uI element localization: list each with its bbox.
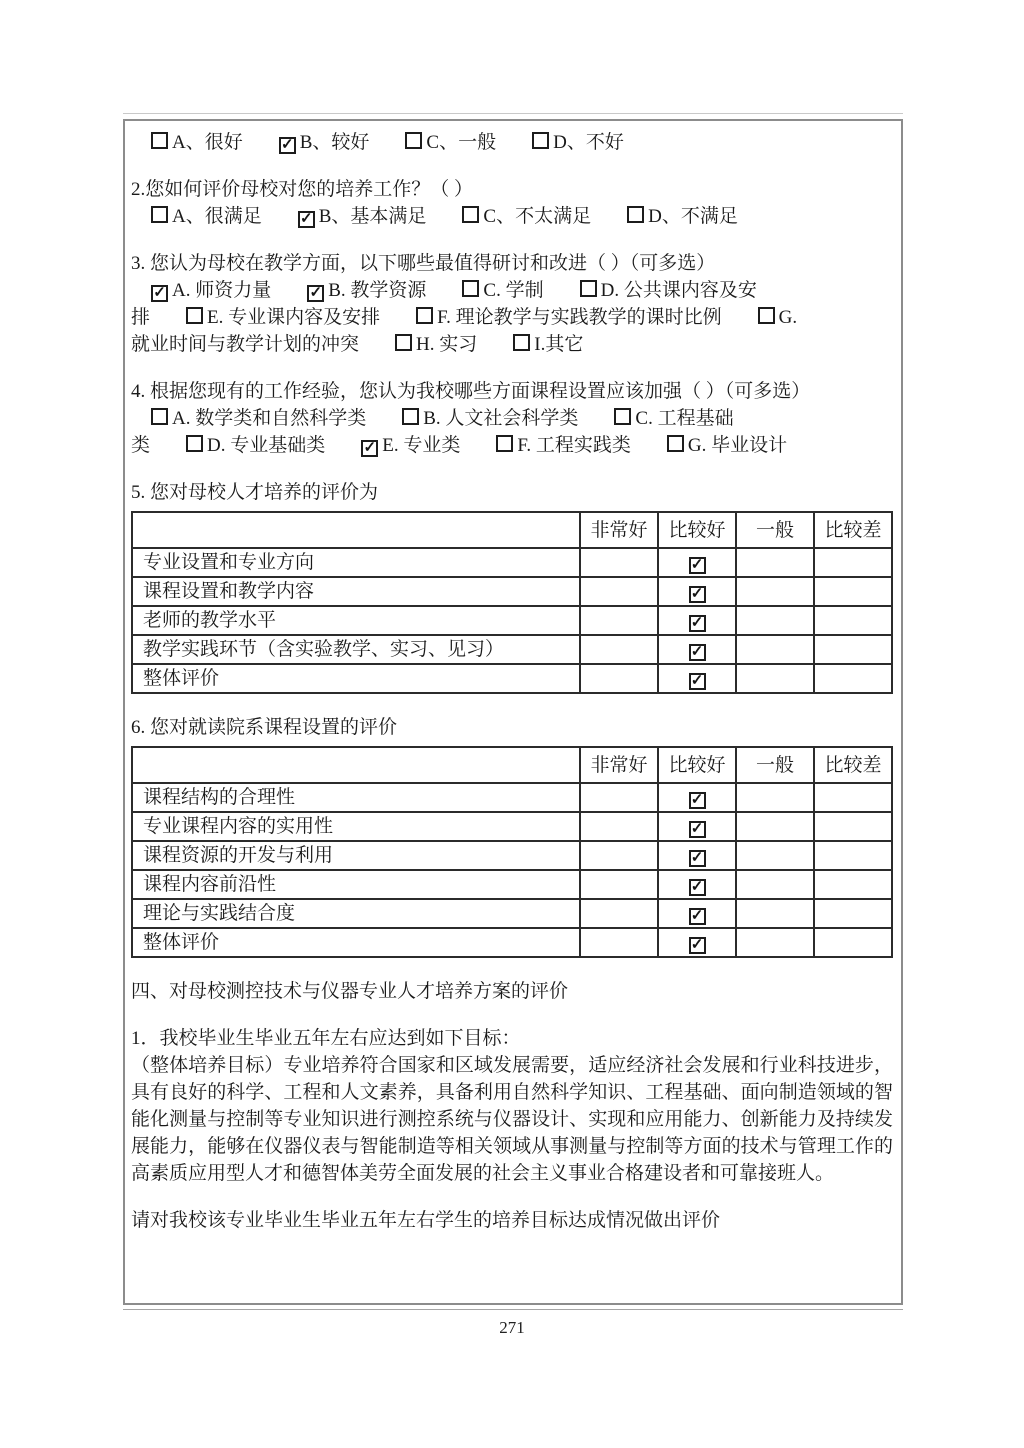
q6-title: 6. 您对就读院系课程设置的评价 (131, 717, 398, 738)
rating-cell[interactable] (658, 870, 736, 899)
rating-cell[interactable] (736, 664, 814, 693)
rating-cell[interactable] (736, 870, 814, 899)
checkbox-checked-icon[interactable]: ✓ (689, 586, 706, 603)
row-label: 课程内容前沿性 (132, 870, 580, 899)
rating-cell[interactable] (580, 577, 658, 606)
option (513, 331, 583, 358)
q2-title: 2.您如何评价母校对您的培养工作？（ ） (131, 179, 474, 200)
option (496, 432, 631, 459)
table-row (132, 928, 892, 957)
q3-options-line-1 (131, 277, 893, 304)
option (298, 203, 427, 230)
rating-cell[interactable] (814, 548, 892, 577)
row-label: 课程设置和教学内容 (132, 577, 580, 606)
row-label: 教学实践环节（含实验教学、实习、见习） (132, 635, 580, 664)
q4-title: 4. 根据您现有的工作经验，您认为我校哪些方面课程设置应该加强（ ）（可多选） (131, 381, 811, 402)
option-label: E. 专业课内容及安排 (207, 307, 381, 328)
spacer (131, 459, 893, 479)
header-cell-rating: 非常好 (580, 747, 658, 783)
table-row (132, 635, 892, 664)
spacer (131, 156, 893, 176)
row-label: 课程结构的合理性 (132, 783, 580, 812)
rating-cell[interactable] (658, 841, 736, 870)
rating-cell[interactable] (658, 606, 736, 635)
header-cell-rating: 一般 (736, 747, 814, 783)
rating-cell[interactable] (580, 635, 658, 664)
q5-rating-table (131, 511, 893, 694)
option-label: G. 毕业设计 (687, 435, 788, 456)
row-label: 专业设置和专业方向 (132, 548, 580, 577)
checkbox-unchecked-icon[interactable] (614, 408, 631, 425)
checkbox-unchecked-icon[interactable] (186, 307, 203, 324)
option (416, 304, 722, 331)
checkbox-unchecked-icon[interactable] (405, 132, 422, 149)
closing-request: 请对我校该专业毕业生毕业五年左右学生的培养目标达成情况做出评价 (131, 1210, 721, 1231)
rating-cell[interactable] (658, 783, 736, 812)
checkbox-unchecked-icon[interactable] (627, 206, 644, 223)
option (627, 203, 738, 230)
table-row (132, 812, 892, 841)
rating-cell[interactable] (580, 812, 658, 841)
row-label: 专业课程内容的实用性 (132, 812, 580, 841)
option-label: B. 人文社会科学类 (423, 408, 579, 429)
checkbox-checked-icon[interactable]: ✓ (689, 644, 706, 661)
option (402, 405, 578, 432)
option-label: A. 师资力量 (172, 280, 272, 301)
row-label: 老师的教学水平 (132, 606, 580, 635)
header-cell-rating: 比较差 (814, 512, 892, 548)
table-row (132, 870, 892, 899)
option (532, 129, 624, 156)
q4-options-line-1 (131, 405, 893, 432)
spacer (131, 1005, 893, 1025)
option-label: H. 实习 (416, 334, 478, 355)
spacer (131, 1187, 893, 1207)
option-label: B. 教学资源 (328, 280, 427, 301)
header-cell-rating: 一般 (736, 512, 814, 548)
option-label: C、一般 (426, 132, 497, 153)
spacer (131, 694, 893, 714)
option-label: A、很满足 (172, 206, 262, 227)
row-label: 整体评价 (132, 664, 580, 693)
q1-options (131, 129, 893, 156)
option-label: 类 (131, 435, 151, 456)
questionnaire-border-box (123, 119, 903, 1305)
rating-cell[interactable] (736, 812, 814, 841)
option (279, 129, 370, 156)
q2-options (131, 203, 893, 230)
checkbox-unchecked-icon[interactable] (151, 206, 168, 223)
option-label: 排 (131, 307, 151, 328)
q3-title: 3. 您认为母校在教学方面，以下哪些最值得研讨和改进（ ）（可多选） (131, 253, 716, 274)
option-label: E. 专业类 (382, 435, 461, 456)
table-row (132, 664, 892, 693)
rating-cell[interactable] (658, 548, 736, 577)
option (462, 203, 591, 230)
option-continuation (131, 304, 150, 331)
rating-cell[interactable] (814, 899, 892, 928)
rating-cell[interactable] (580, 664, 658, 693)
row-label: 课程资源的开发与利用 (132, 841, 580, 870)
rating-cell[interactable] (736, 577, 814, 606)
q6-rating-table (131, 746, 893, 958)
rating-cell[interactable] (814, 928, 892, 957)
checkbox-checked-icon[interactable]: ✓ (689, 792, 706, 809)
checkbox-unchecked-icon[interactable] (462, 206, 479, 223)
checkbox-checked-icon[interactable]: ✓ (689, 937, 706, 954)
checkbox-unchecked-icon[interactable] (667, 435, 684, 452)
spacer (131, 230, 893, 250)
table-row (132, 899, 892, 928)
checkbox-unchecked-icon[interactable] (532, 132, 549, 149)
rating-cell[interactable] (736, 548, 814, 577)
rating-cell[interactable] (580, 870, 658, 899)
checkbox-checked-icon[interactable]: ✓ (361, 440, 378, 457)
rating-cell[interactable] (814, 812, 892, 841)
rating-cell[interactable] (658, 577, 736, 606)
table-row (132, 577, 892, 606)
option (361, 432, 460, 459)
option-label: D、不满足 (648, 206, 738, 227)
rating-cell[interactable] (736, 783, 814, 812)
rating-cell[interactable] (736, 841, 814, 870)
row-label: 整体评价 (132, 928, 580, 957)
rating-cell[interactable] (814, 606, 892, 635)
option-label: B、较好 (299, 132, 370, 153)
rating-cell[interactable] (580, 783, 658, 812)
header-cell-rating: 比较好 (658, 747, 736, 783)
rating-cell[interactable] (814, 664, 892, 693)
option-label: F. 理论教学与实践教学的课时比例 (437, 307, 722, 328)
rating-cell[interactable] (736, 899, 814, 928)
goal-title: 1．我校毕业生毕业五年左右应达到如下目标： (131, 1028, 521, 1049)
checkbox-unchecked-icon[interactable] (151, 132, 168, 149)
rating-cell[interactable] (580, 841, 658, 870)
row-label: 理论与实践结合度 (132, 899, 580, 928)
checkbox-unchecked-icon[interactable] (402, 408, 419, 425)
table-row (132, 841, 892, 870)
rating-cell[interactable] (658, 812, 736, 841)
table-row (132, 783, 892, 812)
rating-cell[interactable] (736, 928, 814, 957)
checkbox-unchecked-icon[interactable] (580, 280, 597, 297)
table-header-row (132, 512, 892, 548)
option (405, 129, 496, 156)
checkbox-unchecked-icon[interactable] (513, 334, 530, 351)
checkbox-checked-icon[interactable]: ✓ (689, 615, 706, 632)
checkbox-checked-icon[interactable]: ✓ (689, 673, 706, 690)
option (186, 432, 325, 459)
option-label: C. 学制 (483, 280, 544, 301)
header-cell-empty (132, 512, 580, 548)
page-number: 271 (499, 1318, 525, 1337)
rating-cell[interactable] (580, 606, 658, 635)
checkbox-unchecked-icon[interactable] (462, 280, 479, 297)
option (667, 432, 787, 459)
rating-cell[interactable] (814, 870, 892, 899)
checkbox-unchecked-icon[interactable] (496, 435, 513, 452)
checkbox-checked-icon[interactable]: ✓ (689, 850, 706, 867)
rating-cell[interactable] (736, 635, 814, 664)
header-cell-rating: 比较差 (814, 747, 892, 783)
option-label: D. 公共课内容及安 (600, 280, 757, 301)
option (758, 304, 797, 331)
section4-title: 四、对母校测控技术与仪器专业人才培养方案的评价 (131, 981, 569, 1002)
option-label: B、基本满足 (318, 206, 427, 227)
spacer (131, 958, 893, 978)
option-label: D. 专业基础类 (207, 435, 326, 456)
rating-cell[interactable] (814, 577, 892, 606)
option (462, 277, 543, 304)
option-label: A. 数学类和自然科学类 (172, 408, 367, 429)
rating-cell[interactable] (814, 841, 892, 870)
option-label: F. 工程实践类 (517, 435, 631, 456)
option-label: D、不好 (553, 132, 624, 153)
table-header-row (132, 747, 892, 783)
option-continuation (131, 331, 359, 358)
q3-options-line-2 (131, 304, 893, 331)
table-row (132, 548, 892, 577)
checkbox-unchecked-icon[interactable] (416, 307, 433, 324)
option (151, 203, 262, 230)
q4-options-line-2 (131, 432, 893, 459)
checkbox-checked-icon[interactable]: ✓ (151, 285, 168, 302)
checkbox-checked-icon[interactable]: ✓ (279, 137, 296, 154)
rating-cell[interactable] (580, 548, 658, 577)
rating-cell[interactable] (580, 928, 658, 957)
option-label: I.其它 (534, 334, 584, 355)
option (395, 331, 477, 358)
goal-paragraph: （整体培养目标）专业培养符合国家和区域发展需要，适应经济社会发展和行业科技进步，具有良好的科学、工程和人文素养，具备利用自然科学知识、工程基础、面向制造领域的智能化测量与控制等专业知识进行测控系统与仪器设计、实现和应用能力、创新能力及持续发展能力，能够在仪器仪表与智能制造等相关领域从事测量与控制等方面的技术与管理工作的高素质应用型人才和德智体美劳全面发展的社会主义事业合格建设者和可靠接班人。 (131, 1055, 893, 1184)
option-label: C. 工程基础 (635, 408, 734, 429)
rating-cell[interactable] (814, 635, 892, 664)
header-cell-rating: 比较好 (658, 512, 736, 548)
q3-options-line-3 (131, 331, 893, 358)
checkbox-unchecked-icon[interactable] (151, 408, 168, 425)
header-cell-empty (132, 747, 580, 783)
checkbox-checked-icon[interactable]: ✓ (689, 908, 706, 925)
rating-cell[interactable] (580, 899, 658, 928)
rating-cell[interactable] (658, 635, 736, 664)
spacer (131, 358, 893, 378)
option-continuation (131, 432, 150, 459)
rating-cell[interactable] (736, 606, 814, 635)
checkbox-checked-icon[interactable]: ✓ (689, 879, 706, 896)
option (307, 277, 426, 304)
option-label: A、很好 (172, 132, 243, 153)
checkbox-unchecked-icon[interactable] (395, 334, 412, 351)
checkbox-unchecked-icon[interactable] (758, 307, 775, 324)
table-row (132, 606, 892, 635)
option (580, 277, 757, 304)
checkbox-checked-icon[interactable]: ✓ (689, 557, 706, 574)
option-label: 就业时间与教学计划的冲突 (131, 334, 360, 355)
checkbox-checked-icon[interactable]: ✓ (298, 211, 315, 228)
rating-cell[interactable] (658, 664, 736, 693)
option (614, 405, 733, 432)
option (186, 304, 380, 331)
option-label: C、不太满足 (483, 206, 592, 227)
q5-title: 5. 您对母校人才培养的评价为 (131, 482, 379, 503)
rating-cell[interactable] (658, 899, 736, 928)
option-label: G. (778, 307, 798, 328)
option (151, 129, 243, 156)
header-cell-rating: 非常好 (580, 512, 658, 548)
checkbox-checked-icon[interactable]: ✓ (307, 285, 324, 302)
rating-cell[interactable] (814, 783, 892, 812)
option (151, 405, 366, 432)
rating-cell[interactable] (658, 928, 736, 957)
checkbox-unchecked-icon[interactable] (186, 435, 203, 452)
checkbox-checked-icon[interactable]: ✓ (689, 821, 706, 838)
option (151, 277, 271, 304)
